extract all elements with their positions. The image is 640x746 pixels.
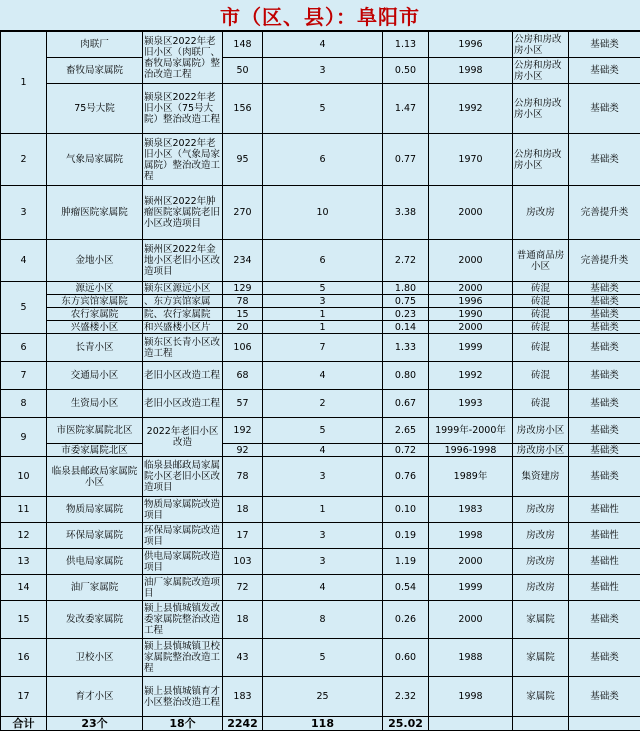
housing-type: 公房和房改房小区 bbox=[513, 58, 569, 84]
households: 68 bbox=[223, 362, 263, 390]
category: 基础性 bbox=[569, 497, 640, 523]
housing-type: 砖混 bbox=[513, 282, 569, 295]
build-year: 1988 bbox=[429, 639, 513, 677]
area: 0.60 bbox=[383, 639, 429, 677]
area: 3.38 bbox=[383, 186, 429, 240]
group-number: 17 bbox=[1, 677, 47, 717]
buildings: 10 bbox=[263, 186, 383, 240]
buildings: 4 bbox=[263, 32, 383, 58]
build-year: 1970 bbox=[429, 134, 513, 186]
buildings: 5 bbox=[263, 282, 383, 295]
table-row bbox=[1, 601, 640, 639]
category: 基础类 bbox=[569, 457, 640, 497]
group-number: 12 bbox=[1, 523, 47, 549]
build-year: 1999年-2000年 bbox=[429, 418, 513, 444]
area: 0.77 bbox=[383, 134, 429, 186]
build-year: 1998 bbox=[429, 677, 513, 717]
category: 基础性 bbox=[569, 549, 640, 575]
housing-type: 砖混 bbox=[513, 295, 569, 308]
area: 2.32 bbox=[383, 677, 429, 717]
households: 129 bbox=[223, 282, 263, 295]
build-year: 2000 bbox=[429, 186, 513, 240]
buildings: 25 bbox=[263, 677, 383, 717]
group-number: 15 bbox=[1, 601, 47, 639]
community-name: 交通局小区 bbox=[47, 362, 143, 390]
build-year: 1989年 bbox=[429, 457, 513, 497]
housing-type: 家属院 bbox=[513, 677, 569, 717]
households: 78 bbox=[223, 295, 263, 308]
housing-type: 房改房 bbox=[513, 523, 569, 549]
table-row bbox=[1, 134, 640, 186]
buildings: 8 bbox=[263, 601, 383, 639]
area: 0.26 bbox=[383, 601, 429, 639]
build-year: 1992 bbox=[429, 362, 513, 390]
project-name: 颍州区2022年肿瘤医院家属院老旧小区改造项目 bbox=[143, 186, 223, 240]
housing-type: 房改房 bbox=[513, 575, 569, 601]
build-year: 2000 bbox=[429, 282, 513, 295]
housing-type: 砖混 bbox=[513, 334, 569, 362]
buildings: 5 bbox=[263, 84, 383, 134]
project-name: 颍州区2022年金地小区老旧小区改造项目 bbox=[143, 240, 223, 282]
community-name: 金地小区 bbox=[47, 240, 143, 282]
community-name: 生资局小区 bbox=[47, 390, 143, 418]
community-name: 市医院家属院北区 bbox=[47, 418, 143, 444]
category: 完善提升类 bbox=[569, 240, 640, 282]
project-table bbox=[0, 31, 640, 731]
category: 基础类 bbox=[569, 282, 640, 295]
category: 基础性 bbox=[569, 523, 640, 549]
category: 完善提升类 bbox=[569, 186, 640, 240]
table-row bbox=[1, 308, 640, 321]
area: 1.80 bbox=[383, 282, 429, 295]
table-row bbox=[1, 32, 640, 58]
category: 基础类 bbox=[569, 677, 640, 717]
total-area: 25.02 bbox=[383, 717, 429, 731]
buildings: 3 bbox=[263, 523, 383, 549]
build-year: 1992 bbox=[429, 84, 513, 134]
category: 基础类 bbox=[569, 334, 640, 362]
table-row bbox=[1, 549, 640, 575]
category: 基础类 bbox=[569, 601, 640, 639]
table-row bbox=[1, 295, 640, 308]
project-name: 老旧小区改造工程 bbox=[143, 362, 223, 390]
housing-type: 房改房 bbox=[513, 549, 569, 575]
buildings: 3 bbox=[263, 549, 383, 575]
build-year: 2000 bbox=[429, 549, 513, 575]
area: 0.76 bbox=[383, 457, 429, 497]
households: 106 bbox=[223, 334, 263, 362]
housing-type: 普通商品房小区 bbox=[513, 240, 569, 282]
total-buildings: 118 bbox=[263, 717, 383, 731]
community-name: 市委家属院北区 bbox=[47, 444, 143, 457]
group-number: 13 bbox=[1, 549, 47, 575]
build-year: 1998 bbox=[429, 58, 513, 84]
category: 基础类 bbox=[569, 308, 640, 321]
table-row bbox=[1, 497, 640, 523]
housing-type: 家属院 bbox=[513, 601, 569, 639]
area: 0.80 bbox=[383, 362, 429, 390]
total-communities: 23个 bbox=[47, 717, 143, 731]
community-name: 育才小区 bbox=[47, 677, 143, 717]
project-name: 临泉县邮政局家属院小区老旧小区改造项目 bbox=[143, 457, 223, 497]
community-name: 东方宾馆家属院 bbox=[47, 295, 143, 308]
build-year: 1998 bbox=[429, 523, 513, 549]
build-year: 1999 bbox=[429, 334, 513, 362]
group-number: 7 bbox=[1, 362, 47, 390]
area: 0.50 bbox=[383, 58, 429, 84]
total-empty bbox=[429, 717, 513, 731]
households: 43 bbox=[223, 639, 263, 677]
housing-type: 砖混 bbox=[513, 390, 569, 418]
area: 0.14 bbox=[383, 321, 429, 334]
housing-type: 房改房小区 bbox=[513, 444, 569, 457]
category: 基础性 bbox=[569, 575, 640, 601]
table-row bbox=[1, 677, 640, 717]
area: 0.72 bbox=[383, 444, 429, 457]
table-row bbox=[1, 321, 640, 334]
area: 2.72 bbox=[383, 240, 429, 282]
households: 103 bbox=[223, 549, 263, 575]
category: 基础类 bbox=[569, 295, 640, 308]
project-name: 颍东区源远小区 bbox=[143, 282, 223, 295]
project-name: 颍上县慎城镇发改委家属院整治改造工程 bbox=[143, 601, 223, 639]
group-number: 8 bbox=[1, 390, 47, 418]
table-row bbox=[1, 84, 640, 134]
households: 57 bbox=[223, 390, 263, 418]
buildings: 7 bbox=[263, 334, 383, 362]
area: 0.54 bbox=[383, 575, 429, 601]
category: 基础类 bbox=[569, 321, 640, 334]
community-name: 气象局家属院 bbox=[47, 134, 143, 186]
sheet-title-bar bbox=[0, 0, 640, 31]
build-year: 2000 bbox=[429, 240, 513, 282]
project-name: 油厂家属院改造项目 bbox=[143, 575, 223, 601]
housing-type: 公房和房改房小区 bbox=[513, 32, 569, 58]
category: 基础类 bbox=[569, 639, 640, 677]
category: 基础类 bbox=[569, 134, 640, 186]
project-name: 供电局家属院改造项目 bbox=[143, 549, 223, 575]
project-name: 院、农行家属院 bbox=[143, 308, 223, 321]
buildings: 1 bbox=[263, 321, 383, 334]
table-row bbox=[1, 457, 640, 497]
group-number: 6 bbox=[1, 334, 47, 362]
housing-type: 公房和房改房小区 bbox=[513, 84, 569, 134]
project-name: 和兴盛楼小区片 bbox=[143, 321, 223, 334]
table-row bbox=[1, 334, 640, 362]
project-name: 环保局家属院改造项目 bbox=[143, 523, 223, 549]
households: 156 bbox=[223, 84, 263, 134]
project-name: 颍泉区2022年老旧小区（肉联厂、畜牧局家属院）整治改造工程 bbox=[143, 32, 223, 84]
area: 0.75 bbox=[383, 295, 429, 308]
project-name: 颍泉区2022年老旧小区（75号大院）整治改造工程 bbox=[143, 84, 223, 134]
area: 0.10 bbox=[383, 497, 429, 523]
area: 0.67 bbox=[383, 390, 429, 418]
community-name: 临泉县邮政局家属院小区 bbox=[47, 457, 143, 497]
build-year: 1996 bbox=[429, 295, 513, 308]
group-number: 4 bbox=[1, 240, 47, 282]
community-name: 卫校小区 bbox=[47, 639, 143, 677]
build-year: 1993 bbox=[429, 390, 513, 418]
build-year: 1999 bbox=[429, 575, 513, 601]
community-name: 长青小区 bbox=[47, 334, 143, 362]
project-name: 颍上县慎城镇卫校家属院整治改造工程 bbox=[143, 639, 223, 677]
category: 基础类 bbox=[569, 418, 640, 444]
table-row bbox=[1, 575, 640, 601]
buildings: 5 bbox=[263, 418, 383, 444]
project-name: 颍泉区2022年老旧小区（气象局家属院）整治改造工程 bbox=[143, 134, 223, 186]
total-households: 2242 bbox=[223, 717, 263, 731]
build-year: 1983 bbox=[429, 497, 513, 523]
community-name: 农行家属院 bbox=[47, 308, 143, 321]
housing-type: 房改房小区 bbox=[513, 418, 569, 444]
table-row bbox=[1, 186, 640, 240]
build-year: 1990 bbox=[429, 308, 513, 321]
area: 1.13 bbox=[383, 32, 429, 58]
housing-type: 公房和房改房小区 bbox=[513, 134, 569, 186]
households: 234 bbox=[223, 240, 263, 282]
build-year: 2000 bbox=[429, 601, 513, 639]
households: 78 bbox=[223, 457, 263, 497]
housing-type: 房改房 bbox=[513, 497, 569, 523]
area: 0.23 bbox=[383, 308, 429, 321]
project-name: 颍东区长青小区改造工程 bbox=[143, 334, 223, 362]
project-name: 物质局家属院改造项目 bbox=[143, 497, 223, 523]
housing-type: 砖混 bbox=[513, 362, 569, 390]
category: 基础类 bbox=[569, 362, 640, 390]
table-row bbox=[1, 418, 640, 444]
households: 72 bbox=[223, 575, 263, 601]
table-row bbox=[1, 240, 640, 282]
project-name: 2022年老旧小区改造 bbox=[143, 418, 223, 457]
households: 15 bbox=[223, 308, 263, 321]
buildings: 3 bbox=[263, 457, 383, 497]
table-row bbox=[1, 390, 640, 418]
community-name: 供电局家属院 bbox=[47, 549, 143, 575]
buildings: 4 bbox=[263, 362, 383, 390]
area: 1.33 bbox=[383, 334, 429, 362]
households: 18 bbox=[223, 601, 263, 639]
group-number: 14 bbox=[1, 575, 47, 601]
housing-type: 砖混 bbox=[513, 308, 569, 321]
community-name: 源远小区 bbox=[47, 282, 143, 295]
table-row bbox=[1, 523, 640, 549]
category: 基础类 bbox=[569, 58, 640, 84]
housing-type: 砖混 bbox=[513, 321, 569, 334]
buildings: 6 bbox=[263, 134, 383, 186]
households: 95 bbox=[223, 134, 263, 186]
community-name: 环保局家属院 bbox=[47, 523, 143, 549]
community-name: 畜牧局家属院 bbox=[47, 58, 143, 84]
households: 18 bbox=[223, 497, 263, 523]
buildings: 4 bbox=[263, 444, 383, 457]
sheet-title: 市（区、县）：阜阳市 bbox=[220, 4, 420, 29]
table-row bbox=[1, 639, 640, 677]
total-label: 合计 bbox=[1, 717, 47, 731]
area: 2.65 bbox=[383, 418, 429, 444]
area: 1.47 bbox=[383, 84, 429, 134]
build-year: 1996 bbox=[429, 32, 513, 58]
buildings: 5 bbox=[263, 639, 383, 677]
community-name: 肿瘤医院家属院 bbox=[47, 186, 143, 240]
group-number: 3 bbox=[1, 186, 47, 240]
community-name: 发改委家属院 bbox=[47, 601, 143, 639]
project-name: 、东方宾馆家属 bbox=[143, 295, 223, 308]
households: 50 bbox=[223, 58, 263, 84]
housing-type: 房改房 bbox=[513, 186, 569, 240]
group-number: 10 bbox=[1, 457, 47, 497]
households: 192 bbox=[223, 418, 263, 444]
group-number: 16 bbox=[1, 639, 47, 677]
total-empty bbox=[513, 717, 569, 731]
community-name: 兴盛楼小区 bbox=[47, 321, 143, 334]
housing-type: 集资建房 bbox=[513, 457, 569, 497]
build-year: 1996-1998 bbox=[429, 444, 513, 457]
households: 183 bbox=[223, 677, 263, 717]
project-name: 老旧小区改造工程 bbox=[143, 390, 223, 418]
community-name: 物质局家属院 bbox=[47, 497, 143, 523]
housing-type: 家属院 bbox=[513, 639, 569, 677]
buildings: 6 bbox=[263, 240, 383, 282]
community-name: 油厂家属院 bbox=[47, 575, 143, 601]
category: 基础类 bbox=[569, 32, 640, 58]
category: 基础类 bbox=[569, 84, 640, 134]
households: 20 bbox=[223, 321, 263, 334]
project-name: 颍上县慎城镇育才小区整治改造工程 bbox=[143, 677, 223, 717]
group-number: 1 bbox=[1, 32, 47, 134]
category: 基础类 bbox=[569, 390, 640, 418]
total-row bbox=[1, 717, 640, 731]
households: 92 bbox=[223, 444, 263, 457]
households: 17 bbox=[223, 523, 263, 549]
buildings: 4 bbox=[263, 575, 383, 601]
group-number: 5 bbox=[1, 282, 47, 334]
table-row bbox=[1, 444, 640, 457]
group-number: 2 bbox=[1, 134, 47, 186]
table-row bbox=[1, 282, 640, 295]
group-number: 11 bbox=[1, 497, 47, 523]
buildings: 3 bbox=[263, 295, 383, 308]
area: 0.19 bbox=[383, 523, 429, 549]
total-empty bbox=[569, 717, 640, 731]
buildings: 3 bbox=[263, 58, 383, 84]
area: 1.19 bbox=[383, 549, 429, 575]
table-row bbox=[1, 362, 640, 390]
build-year: 2000 bbox=[429, 321, 513, 334]
community-name: 75号大院 bbox=[47, 84, 143, 134]
households: 270 bbox=[223, 186, 263, 240]
buildings: 1 bbox=[263, 308, 383, 321]
category: 基础类 bbox=[569, 444, 640, 457]
buildings: 1 bbox=[263, 497, 383, 523]
households: 148 bbox=[223, 32, 263, 58]
community-name: 肉联厂 bbox=[47, 32, 143, 58]
group-number: 9 bbox=[1, 418, 47, 457]
buildings: 2 bbox=[263, 390, 383, 418]
total-projects: 18个 bbox=[143, 717, 223, 731]
table-row bbox=[1, 58, 640, 84]
